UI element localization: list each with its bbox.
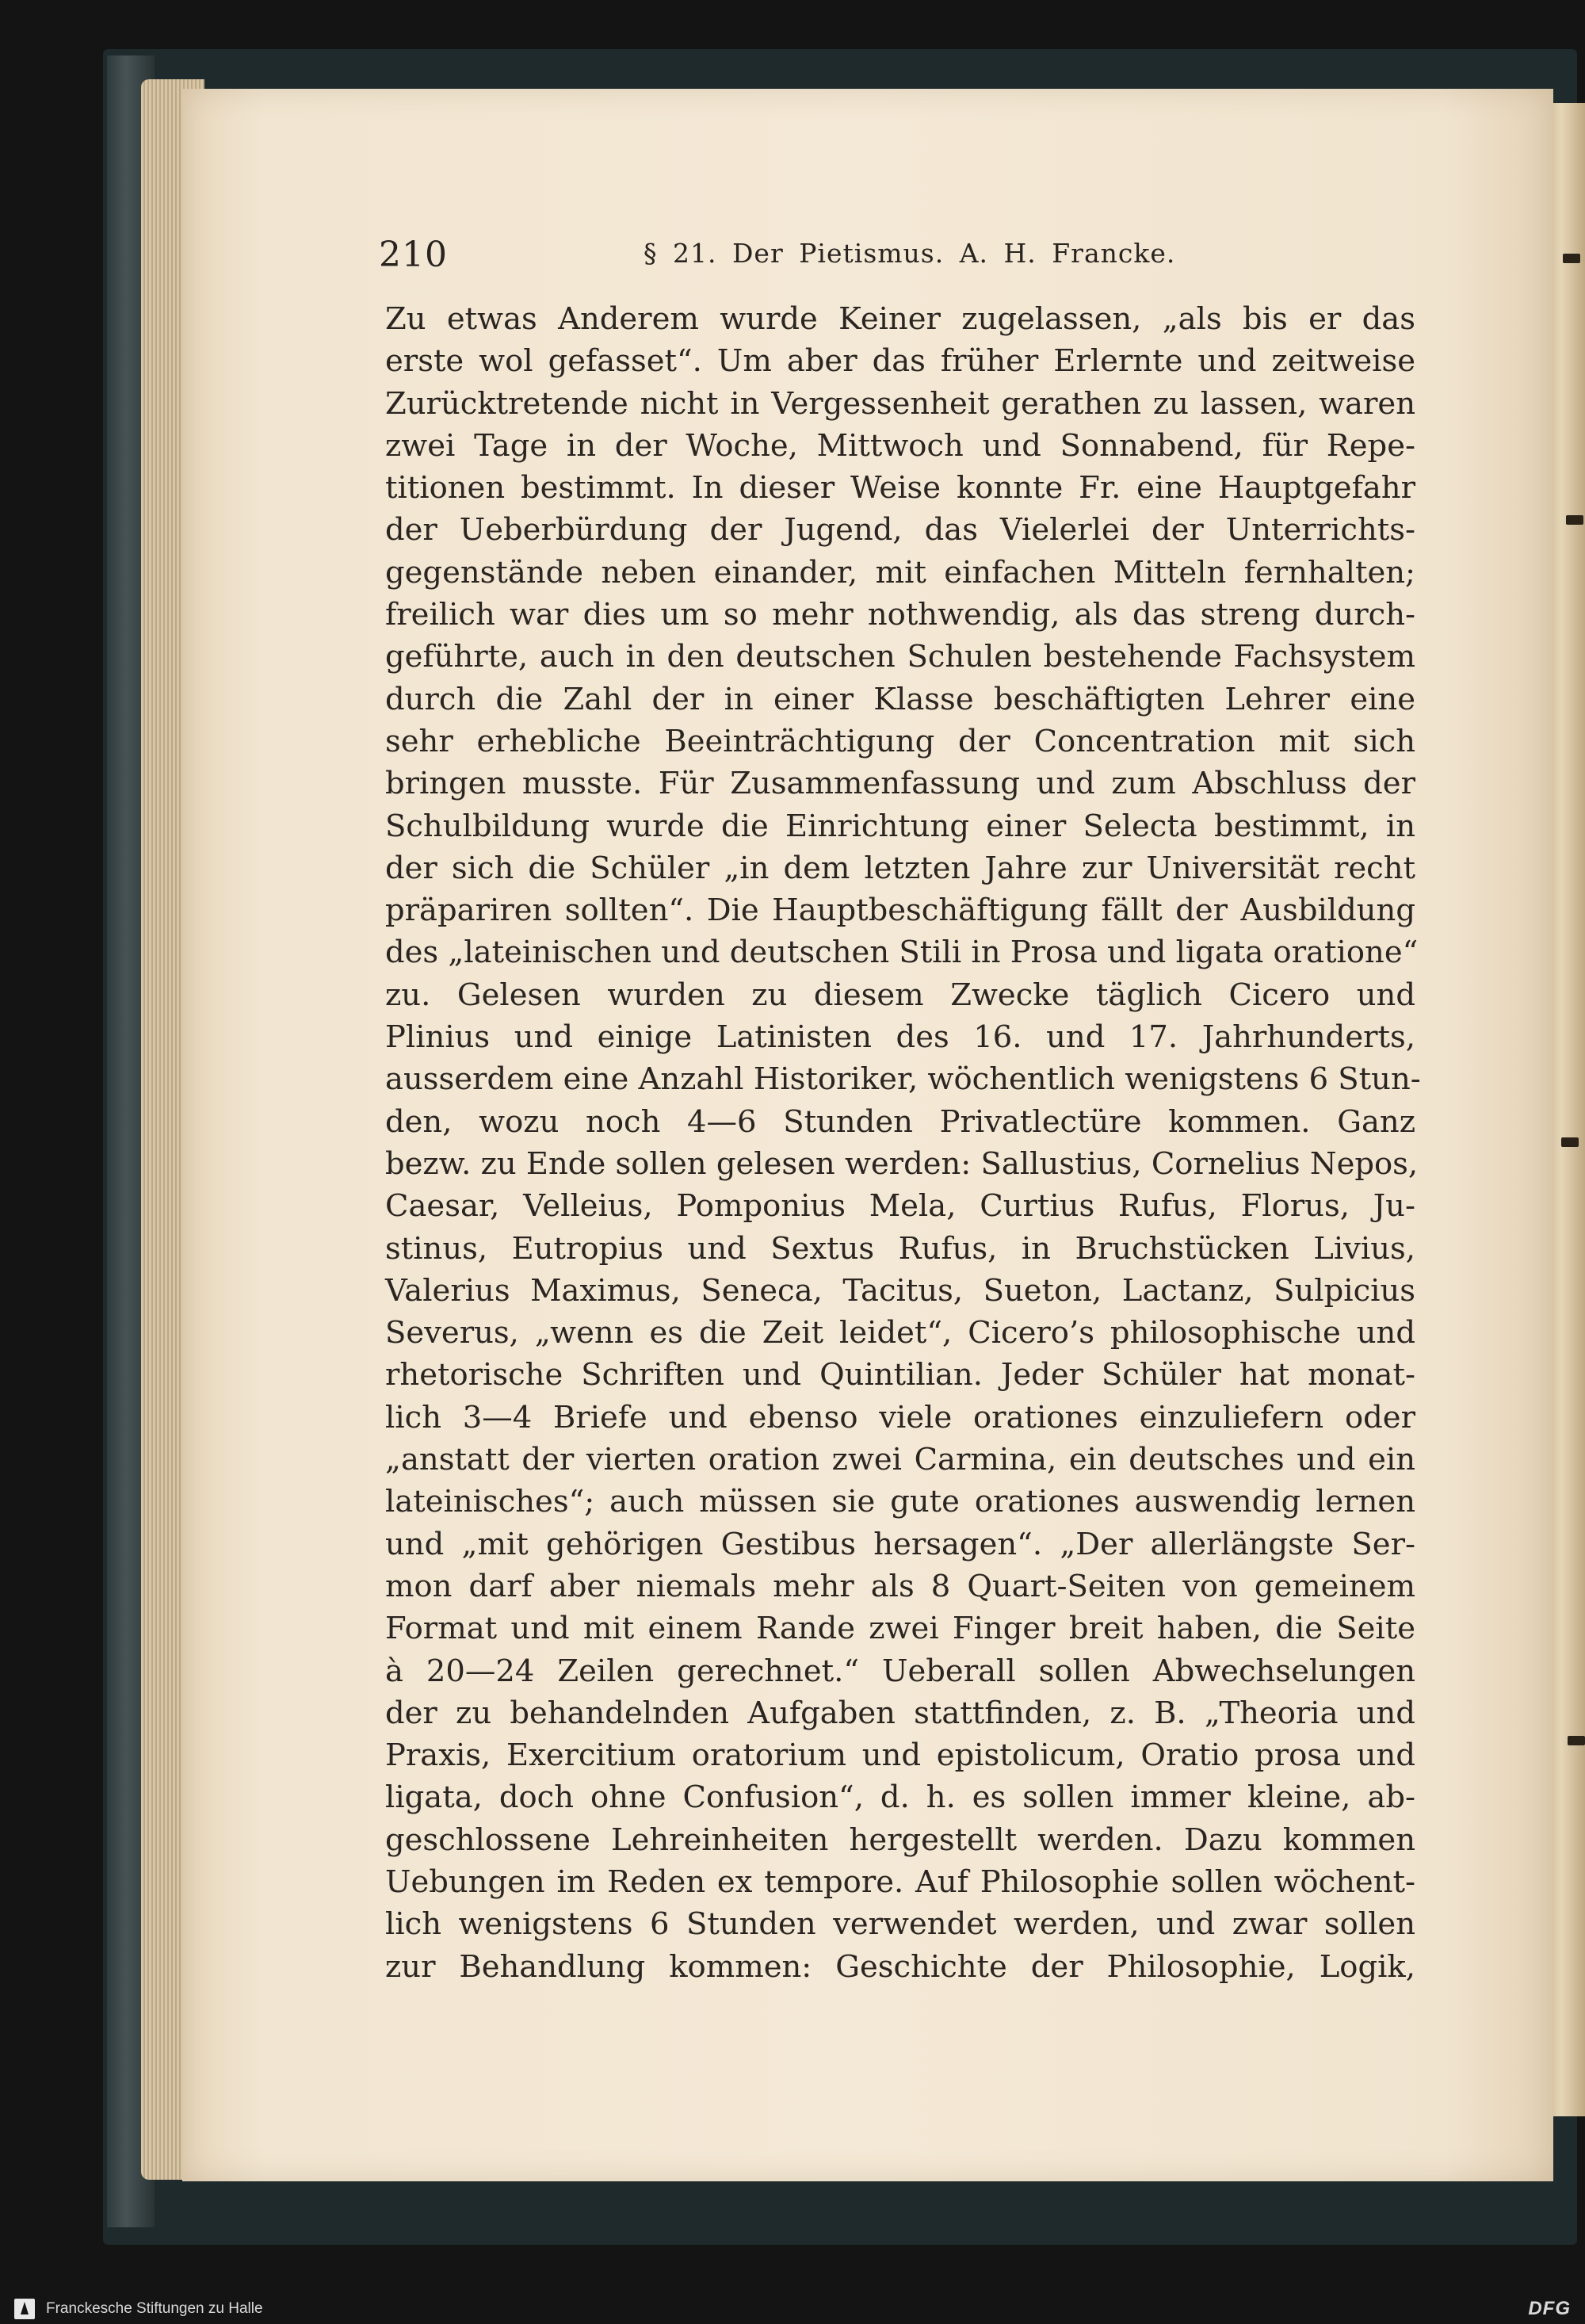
text-line: Schulbildung wurde die Einrichtung einer Selecta bestimmt, in bbox=[385, 808, 1415, 844]
text-line: und „mit gehörigen Gestibus hersagen“. „Der allerlängste Ser- bbox=[385, 1526, 1415, 1562]
text-line: erste wol gefasset“. Um aber das früher Erlernte und zeitweise bbox=[385, 343, 1415, 380]
institution-logo-icon bbox=[14, 2299, 35, 2319]
text-line: geschlossene Lehreinheiten hergestellt werden. Dazu kommen bbox=[385, 1821, 1415, 1858]
footer-institution: Franckesche Stiftungen zu Halle bbox=[46, 2300, 263, 2317]
text-line: zu. Gelesen wurden zu diesem Zwecke täglich Cicero und bbox=[385, 977, 1415, 1013]
text-line: mon darf aber niemals mehr als 8 Quart-Seiten von gemeinem bbox=[385, 1568, 1415, 1604]
text-line: bezw. zu Ende sollen gelesen werden: Sallustius, Cornelius Nepos, bbox=[385, 1145, 1419, 1182]
running-title: § 21. Der Pietismus. A. H. Francke. bbox=[644, 238, 1176, 269]
text-line: sehr erhebliche Beeinträchtigung der Concentration mit sich bbox=[385, 723, 1415, 759]
text-line: zwei Tage in der Woche, Mittwoch und Sonnabend, für Repe- bbox=[385, 427, 1415, 464]
text-line: Uebungen im Reden ex tempore. Auf Philosophie sollen wöchent- bbox=[385, 1863, 1415, 1900]
text-line: lateinisches“; auch müssen sie gute orationes auswendig lernen bbox=[385, 1484, 1415, 1520]
text-line: den, wozu noch 4—6 Stunden Privatlectüre kommen. Ganz bbox=[385, 1103, 1415, 1140]
footer-bar bbox=[0, 2294, 1585, 2324]
footer-brand-logo: DFG bbox=[1528, 2298, 1571, 2319]
body-text bbox=[385, 298, 1421, 1988]
text-line: der zu behandelnden Aufgaben stattfinden, z. B. „Theoria und bbox=[385, 1695, 1415, 1731]
page-header bbox=[379, 235, 1425, 282]
text-line: Praxis, Exercitium oratorium und epistolicum, Oratio prosa und bbox=[385, 1737, 1415, 1774]
page-marker-tab bbox=[1563, 254, 1580, 263]
text-line: präpariren sollten“. Die Hauptbeschäftigung fällt der Ausbildung bbox=[385, 893, 1415, 929]
text-line: gegenstände neben einander, mit einfachen Mitteln fernhalten; bbox=[385, 554, 1415, 591]
text-line: freilich war dies um so mehr nothwendig, als das streng durch- bbox=[385, 597, 1415, 633]
text-line: des „lateinischen und deutschen Stili in Prosa und ligata oratione“ bbox=[385, 935, 1419, 971]
text-line: der sich die Schüler „in dem letzten Jahre zur Universität recht bbox=[385, 850, 1415, 886]
text-line: titionen bestimmt. In dieser Weise konnte Fr. eine Hauptgefahr bbox=[385, 470, 1415, 506]
text-line: Valerius Maximus, Seneca, Tacitus, Sueton, Lactanz, Sulpicius bbox=[385, 1272, 1415, 1309]
text-line: lich 3—4 Briefe und ebenso viele orationes einzuliefern oder bbox=[385, 1399, 1415, 1435]
text-line: „anstatt der vierten oration zwei Carmina, ein deutsches und ein bbox=[385, 1442, 1415, 1478]
text-line: Format und mit einem Rande zwei Finger breit haben, die Seite bbox=[385, 1611, 1415, 1647]
text-line: lich wenigstens 6 Stunden verwendet werden, und zwar sollen bbox=[385, 1906, 1415, 1943]
text-line: ligata, doch ohne Confusion“, d. h. es sollen immer kleine, ab- bbox=[385, 1779, 1415, 1816]
text-line: der Ueberbürdung der Jugend, das Vielerlei der Unterrichts- bbox=[385, 512, 1415, 549]
page-marker-tab bbox=[1568, 1736, 1585, 1745]
page-number: 210 bbox=[379, 235, 448, 275]
text-line: Severus, „wenn es die Zeit leidet“, Cicero’s philosophische und bbox=[385, 1315, 1415, 1351]
text-line: Caesar, Velleius, Pomponius Mela, Curtius Rufus, Florus, Ju- bbox=[385, 1188, 1415, 1225]
text-line: stinus, Eutropius und Sextus Rufus, in Bruchstücken Livius, bbox=[385, 1230, 1415, 1267]
text-line: bringen musste. Für Zusammenfassung und zum Abschluss der bbox=[385, 766, 1415, 802]
text-line: Plinius und einige Latinisten des 16. und 17. Jahrhunderts, bbox=[385, 1019, 1415, 1056]
page-marker-tab bbox=[1561, 1137, 1579, 1147]
text-line: Zu etwas Anderem wurde Keiner zugelassen, „als bis er das bbox=[385, 301, 1415, 337]
text-line: Zurücktretende nicht in Vergessenheit gerathen zu lassen, waren bbox=[385, 385, 1415, 422]
text-line: zur Behandlung kommen: Geschichte der Philosophie, Logik, bbox=[385, 1948, 1415, 1985]
page-marker-tab bbox=[1566, 515, 1583, 525]
text-line: rhetorische Schriften und Quintilian. Jeder Schüler hat monat- bbox=[385, 1357, 1415, 1393]
text-line: à 20—24 Zeilen gerechnet.“ Ueberall sollen Abwechselungen bbox=[385, 1653, 1415, 1689]
text-line: geführte, auch in den deutschen Schulen bestehende Fachsystem bbox=[385, 639, 1415, 675]
text-line: ausserdem eine Anzahl Historiker, wöchentlich wenigstens 6 Stun- bbox=[385, 1061, 1421, 1098]
text-line: durch die Zahl der in einer Klasse beschäftigten Lehrer eine bbox=[385, 681, 1415, 717]
